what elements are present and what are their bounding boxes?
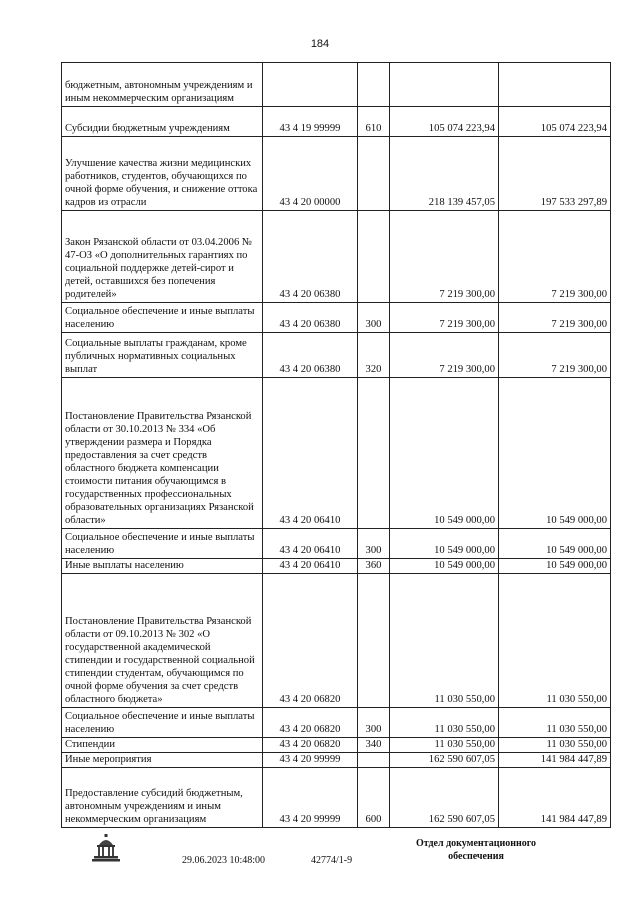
table-row [62, 753, 611, 768]
row-amount-2024-cell: 10 549 000,00 [499, 378, 611, 529]
table-row [62, 137, 611, 211]
row-amount-2024-cell: 10 549 000,00 [499, 559, 611, 574]
row-code-cell [263, 63, 358, 107]
row-expense-type-cell: 300 [358, 303, 390, 333]
row-code-cell: 43 4 20 06410 [263, 529, 358, 559]
row-amount-2024-cell: 197 533 297,89 [499, 137, 611, 211]
row-amount-2024-cell: 11 030 550,00 [499, 738, 611, 753]
row-name-cell: Социальные выплаты гражданам, кроме публичных нормативных социальных выплат [62, 333, 263, 378]
row-expense-type-cell [358, 574, 390, 708]
row-amount-2023-cell: 105 074 223,94 [390, 107, 499, 137]
row-name-cell: Социальное обеспечение и иные выплаты населению [62, 529, 263, 559]
row-amount-2023-cell [390, 63, 499, 107]
row-amount-2023-cell: 218 139 457,05 [390, 137, 499, 211]
row-amount-2023-cell: 162 590 607,05 [390, 753, 499, 768]
row-code-cell: 43 4 20 06820 [263, 738, 358, 753]
row-code-cell: 43 4 20 06820 [263, 708, 358, 738]
row-code-cell: 43 4 20 99999 [263, 768, 358, 828]
table-row [62, 63, 611, 107]
row-expense-type-cell [358, 753, 390, 768]
row-amount-2023-cell: 10 549 000,00 [390, 378, 499, 529]
row-code-cell: 43 4 20 06380 [263, 333, 358, 378]
department-stamp: Отдел документационного обеспечения [415, 838, 537, 862]
row-amount-2023-cell: 7 219 300,00 [390, 303, 499, 333]
row-name-cell: Улучшение качества жизни медицинских работников, студентов, обучающихся по очной форме обучения, и снижение оттока кадров из отрасли [62, 137, 263, 211]
row-expense-type-cell [358, 378, 390, 529]
row-name-cell: Социальное обеспечение и иные выплаты населению [62, 303, 263, 333]
row-expense-type-cell [358, 211, 390, 303]
row-amount-2024-cell: 105 074 223,94 [499, 107, 611, 137]
table-row [62, 378, 611, 529]
row-expense-type-cell: 320 [358, 333, 390, 378]
row-expense-type-cell [358, 63, 390, 107]
row-amount-2024-cell: 7 219 300,00 [499, 211, 611, 303]
row-amount-2024-cell [499, 63, 611, 107]
row-code-cell: 43 4 20 06380 [263, 303, 358, 333]
table-row [62, 738, 611, 753]
signature-datetime: 29.06.2023 10:48:00 [182, 855, 266, 866]
table-row [62, 708, 611, 738]
row-name-cell: Субсидии бюджетным учреждениям [62, 107, 263, 137]
row-amount-2023-cell: 7 219 300,00 [390, 211, 499, 303]
table-row [62, 529, 611, 559]
row-amount-2023-cell: 11 030 550,00 [390, 574, 499, 708]
row-amount-2023-cell: 11 030 550,00 [390, 708, 499, 738]
row-code-cell: 43 4 19 99999 [263, 107, 358, 137]
table-row [62, 303, 611, 333]
row-amount-2024-cell: 11 030 550,00 [499, 708, 611, 738]
row-code-cell: 43 4 20 06410 [263, 559, 358, 574]
row-amount-2023-cell: 10 549 000,00 [390, 559, 499, 574]
row-name-cell: Постановление Правительства Рязанской области от 09.10.2013 № 302 «О государственной академической стипендии и государственной социальной стипендии студентам, обучающимся по очной форме обучения за счет средств областного бюджета» [62, 574, 263, 708]
table-row [62, 107, 611, 137]
row-name-cell: Иные выплаты населению [62, 559, 263, 574]
row-amount-2024-cell: 141 984 447,89 [499, 768, 611, 828]
row-name-cell: Иные мероприятия [62, 753, 263, 768]
row-name-cell: Постановление Правительства Рязанской области от 30.10.2013 № 334 «Об утверждении размера и Порядка предоставления за счет средств областного бюджета компенсации стоимости питания обучающимся в государственных профессиональных образовательных организациях Рязанской области» [62, 378, 263, 529]
row-code-cell: 43 4 20 99999 [263, 753, 358, 768]
table-row [62, 211, 611, 303]
row-expense-type-cell: 610 [358, 107, 390, 137]
row-amount-2023-cell: 10 549 000,00 [390, 529, 499, 559]
row-amount-2023-cell: 7 219 300,00 [390, 333, 499, 378]
row-amount-2024-cell: 10 549 000,00 [499, 529, 611, 559]
row-amount-2024-cell: 7 219 300,00 [499, 303, 611, 333]
document-number: 42774/1-9 [311, 855, 353, 866]
row-name-cell: Социальное обеспечение и иные выплаты населению [62, 708, 263, 738]
table-row [62, 574, 611, 708]
row-code-cell: 43 4 20 06380 [263, 211, 358, 303]
duma-building-emblem-icon [90, 833, 122, 863]
table-row [62, 333, 611, 378]
row-amount-2024-cell: 141 984 447,89 [499, 753, 611, 768]
row-expense-type-cell [358, 137, 390, 211]
row-amount-2023-cell: 162 590 607,05 [390, 768, 499, 828]
row-code-cell: 43 4 20 06820 [263, 574, 358, 708]
row-code-cell: 43 4 20 00000 [263, 137, 358, 211]
row-expense-type-cell: 340 [358, 738, 390, 753]
page-number: 184 [310, 38, 330, 50]
row-name-cell: Стипендии [62, 738, 263, 753]
row-name-cell: Закон Рязанской области от 03.04.2006 № 47-ОЗ «О дополнительных гарантиях по социальной поддержке детей-сирот и детей, оставшихся без попечения родителей» [62, 211, 263, 303]
row-expense-type-cell: 360 [358, 559, 390, 574]
row-name-cell: бюджетным, автономным учреждениям и иным некоммерческим организациям [62, 63, 263, 107]
table-row [62, 559, 611, 574]
row-name-cell: Предоставление субсидий бюджетным, автономным учреждениям и иным некоммерческим организациям [62, 768, 263, 828]
table-row [62, 768, 611, 828]
row-expense-type-cell: 600 [358, 768, 390, 828]
row-amount-2023-cell: 11 030 550,00 [390, 738, 499, 753]
row-code-cell: 43 4 20 06410 [263, 378, 358, 529]
row-amount-2024-cell: 7 219 300,00 [499, 333, 611, 378]
budget-table [61, 62, 611, 828]
row-amount-2024-cell: 11 030 550,00 [499, 574, 611, 708]
row-expense-type-cell: 300 [358, 529, 390, 559]
row-expense-type-cell: 300 [358, 708, 390, 738]
